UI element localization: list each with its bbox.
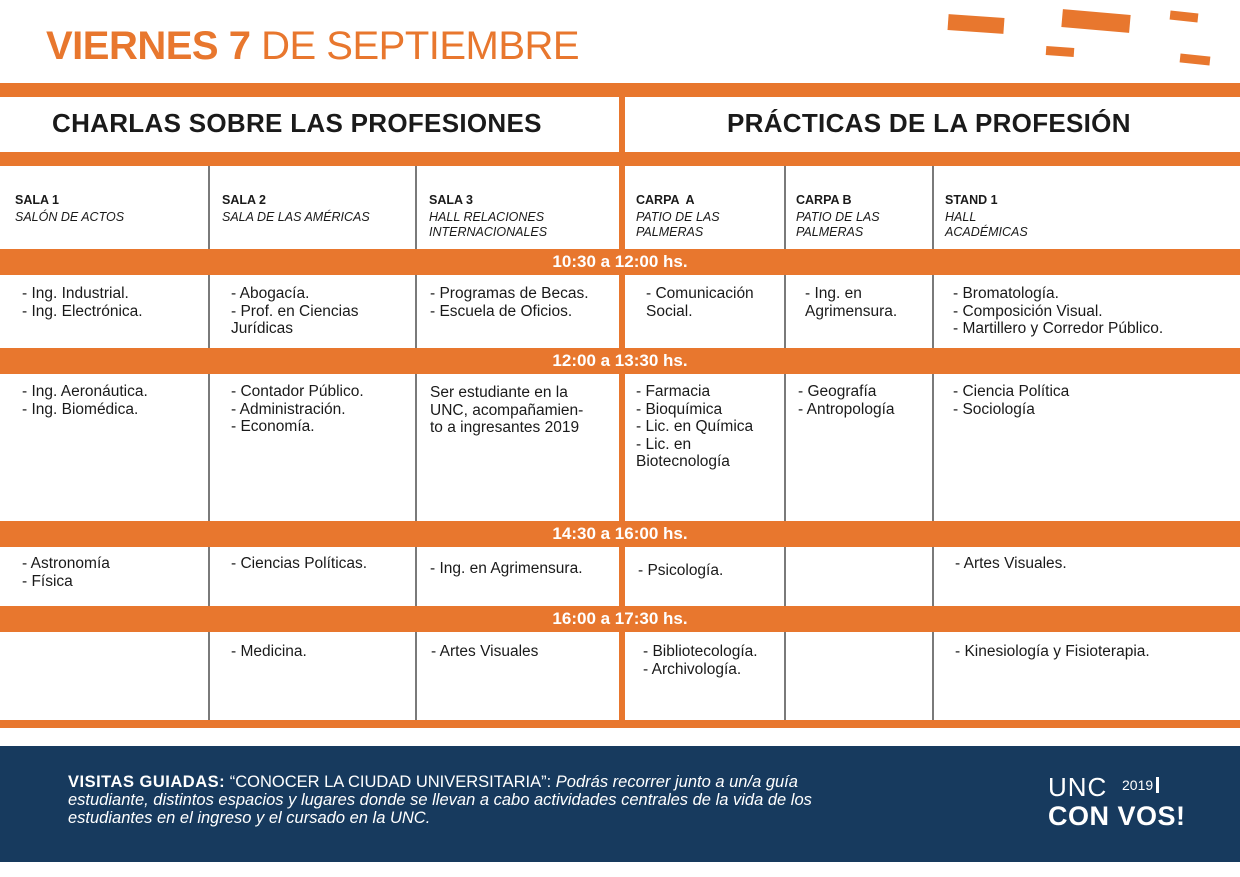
- decor-shard: [1170, 11, 1199, 23]
- logo-year: 2019: [1122, 777, 1159, 793]
- section-title-practicas: PRÁCTICAS DE LA PROFESIÓN: [727, 108, 1131, 138]
- footer-panel: [0, 746, 1240, 862]
- time-slot-bar: 14:30 a 16:00 hs.: [0, 521, 1240, 547]
- top-band-upper: [0, 83, 1240, 97]
- schedule-cell: - Bromatología. - Composición Visual. - Martillero y Corredor Público.: [953, 285, 1164, 337]
- schedule-cell: - Astronomía - Física: [22, 555, 110, 590]
- column-header-sala-2: [222, 193, 370, 225]
- schedule-cell: - Psicología.: [638, 562, 724, 579]
- logo-unc-text: UNC: [1048, 772, 1108, 802]
- schedule-cell: - Comunicación Social.: [646, 285, 754, 320]
- column-place: SALÓN DE ACTOS: [15, 210, 125, 224]
- title-date: VIERNES 7: [46, 24, 251, 68]
- decor-shard: [1061, 9, 1130, 33]
- schedule-cell: - Kinesiología y Fisioterapia.: [955, 643, 1150, 660]
- column-code: SALA 3: [429, 193, 473, 207]
- column-header-sala-3: [429, 193, 547, 240]
- column-code: STAND 1: [945, 193, 998, 207]
- section-title-charlas: CHARLAS SOBRE LAS PROFESIONES: [52, 108, 542, 138]
- column-place: PATIO DE LAS PALMERAS: [796, 210, 880, 239]
- schedule-cell: - Contador Público. - Administración. - Economía.: [231, 383, 364, 435]
- column-place: PATIO DE LAS PALMERAS: [636, 210, 720, 239]
- title-month: DE SEPTIEMBRE: [261, 24, 580, 68]
- schedule-cell: - Ciencia Política - Sociología: [953, 383, 1070, 418]
- guided-visits-quote: “CONOCER LA CIUDAD UNIVERSITARIA”:: [229, 773, 552, 791]
- schedule-cell: - Abogacía. - Prof. en Ciencias Jurídicas: [231, 285, 359, 337]
- schedule-cell: - Ing. Aeronáutica. - Ing. Biomédica.: [22, 383, 148, 418]
- logo-tagline: CON VOS!: [1048, 801, 1186, 831]
- schedule-cell: - Ing. en Agrimensura.: [430, 560, 583, 577]
- column-place: HALL ACADÉMICAS: [945, 210, 1028, 239]
- guided-visits-text: Podrás recorrer junto a un/a guía estudiante, distintos espacios y lugares donde se llevan a cabo actividades centrales de la vida de los estudiantes en el ingreso y el cursado en la UNC.: [68, 773, 812, 827]
- schedule-cell: - Bibliotecología. - Archivología.: [643, 643, 758, 678]
- column-code: SALA 2: [222, 193, 266, 207]
- schedule-cell: - Artes Visuales.: [955, 555, 1067, 572]
- schedule-cell: - Ing. Industrial. - Ing. Electrónica.: [22, 285, 143, 320]
- guided-visits-note: [68, 773, 868, 827]
- schedule-cell: - Ing. en Agrimensura.: [805, 285, 898, 320]
- column-code: CARPA B: [796, 193, 852, 207]
- page-title: [46, 24, 579, 69]
- schedule-cell: Ser estudiante en la UNC, acompañamien- to a ingresantes 2019: [430, 384, 584, 436]
- schedule-cell: - Geografía - Antropología: [798, 383, 895, 418]
- schedule-cell: - Medicina.: [231, 643, 307, 660]
- bottom-band: [0, 720, 1240, 728]
- column-header-carpa-b: [796, 193, 880, 240]
- decor-shard: [1180, 53, 1211, 65]
- column-header-carpa-a: [636, 193, 720, 240]
- schedule-cell: - Farmacia - Bioquímica - Lic. en Química - Lic. en Biotecnología: [636, 383, 754, 470]
- schedule-cell: - Ciencias Políticas.: [231, 555, 368, 572]
- column-code: CARPA A: [636, 193, 695, 207]
- decor-shard: [1046, 46, 1075, 57]
- column-place: HALL RELACIONES INTERNACIONALES: [429, 210, 548, 239]
- unc-logo: [1048, 772, 1186, 832]
- time-slot-bar: 12:00 a 13:30 hs.: [0, 348, 1240, 374]
- decor-shard: [948, 14, 1005, 34]
- guided-visits-label: VISITAS GUIADAS:: [68, 773, 226, 791]
- time-slot-bar: 16:00 a 17:30 hs.: [0, 606, 1240, 632]
- column-place: SALA DE LAS AMÉRICAS: [222, 210, 370, 224]
- time-slot-bar: 10:30 a 12:00 hs.: [0, 249, 1240, 275]
- schedule-cell: - Programas de Becas. - Escuela de Oficios.: [430, 285, 589, 320]
- column-header-sala-1: [15, 193, 124, 225]
- column-header-stand-1: [945, 193, 1028, 240]
- schedule-cell: - Artes Visuales: [431, 643, 539, 660]
- column-code: SALA 1: [15, 193, 59, 207]
